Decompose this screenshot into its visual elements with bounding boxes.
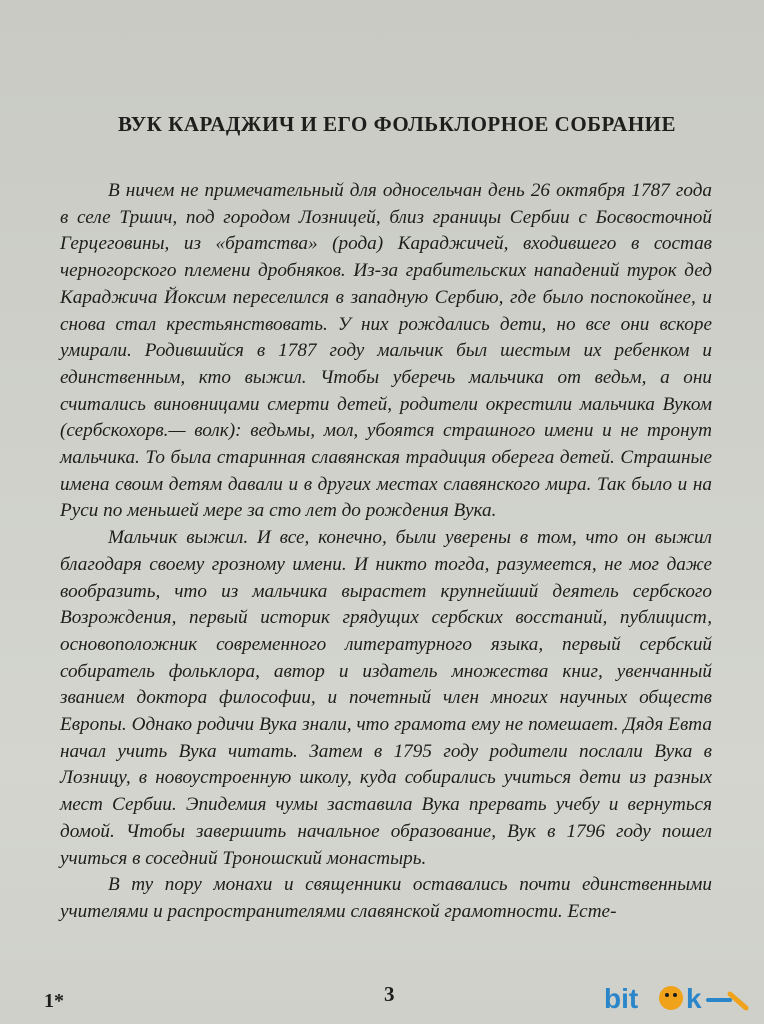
signature-mark: 1*	[44, 990, 64, 1012]
page-number: 3	[384, 982, 395, 1006]
logo-eye-icon	[673, 993, 677, 997]
bitok-logo	[604, 978, 754, 1018]
logo-circle-icon	[659, 986, 683, 1010]
logo-eye-icon	[665, 993, 669, 997]
logo-pen-icon	[730, 994, 746, 1008]
logo-text-right: k	[686, 983, 702, 1014]
chapter-title: ВУК КАРАДЖИЧ И ЕГО ФОЛЬКЛОРНОЕ СОБРАНИЕ	[117, 112, 677, 136]
paragraph-1: В ничем не примечательный для односельчан день 26 октября 1787 года в селе Тршич, под городом Лозницей, близ границы Сербии с Босвосточной Герцеговины, из «братства» (рода) Караджичей, входившего в состав черногорского племени дробняков. Из-за грабительских нападений турок дед Караджича Йоксим переселился в западную Сербию, где было поспокойнее, и снова стал крестьянствовать. У них рождались дети, но все они вскоре умирали. Родившийся в 1787 году мальчик был шестым их ребенком и единственным, кто выжил. Чтобы уберечь мальчика от ведьм, а они считались виновницами смерти детей, родители окрестили мальчика Вуком (сербскохорв.— волк): ведьмы, мол, убоятся страшного имени и не тронут мальчика. То была старинная славянская традиция оберега детей. Страшные имена своим детям давали и в других местах славянского мира. Так было и на Руси по меньшей мере за сто лет до рождения Вука.	[60, 180, 712, 522]
paragraph-2: Мальчик выжил. И все, конечно, были уверены в том, что он выжил благодаря своему грозному имени. И никто тогда, разумеется, не мог даже вообразить, что из мальчика вырастет крупнейший деятель сербского Возрождения, первый историк грядущих сербских восстаний, публицист, основоположник современного литературного языка, первый сербский собиратель фольклора, автор и издатель множества книг, увенчанный званием доктора философии, и почетный член многих научных обществ Европы. Однако родичи Вука знали, что грамота ему не помешает. Дядя Евта начал учить Вука читать. Затем в 1795 году родители послали Вука в Лозницу, в новоустроенную школу, куда собирались учиться дети из разных мест Сербии. Эпидемия чумы заставила Вука прервать учебу и вернуться домой. Чтобы завершить начальное образование, Вук в 1796 году пошел учиться в соседний Троношский монастырь.	[60, 527, 712, 869]
logo-text-left: bit	[604, 983, 639, 1014]
paragraph-3: В ту пору монахи и священники оставались почти единственными учителями и распространителями славянской грамотности. Есте-	[60, 874, 712, 922]
body-text	[60, 178, 712, 926]
